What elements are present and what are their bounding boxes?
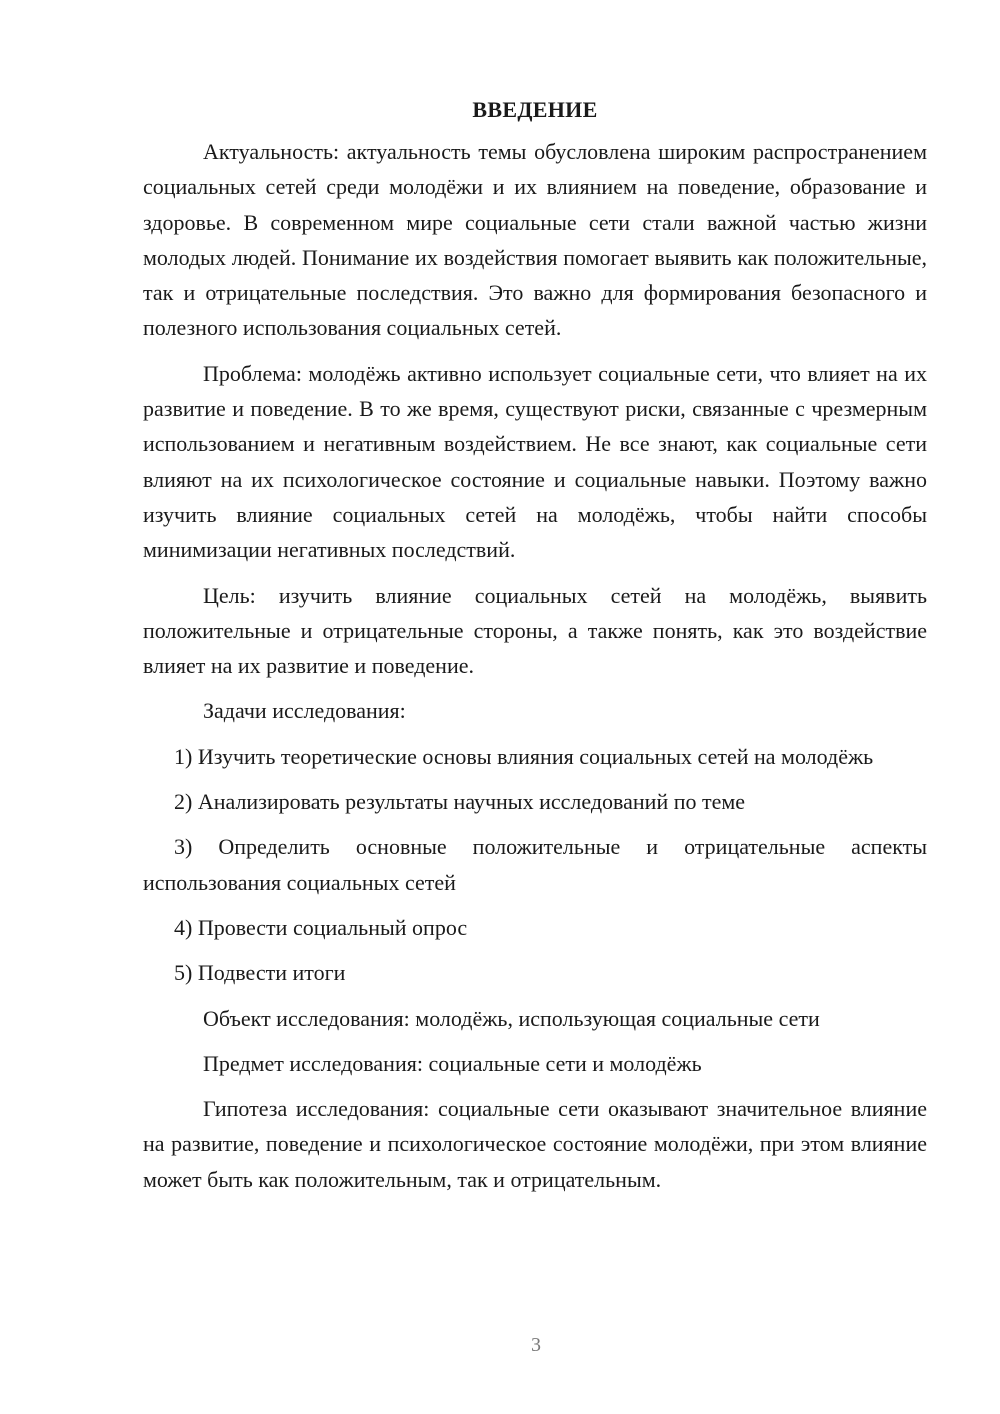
problem-paragraph: Проблема: молодёжь активно использует социальные сети, что влияет на их развитие и поведение. В то же время, существуют риски, связанные с чрезмерным использованием и негативным воздействием. Не все знают, как социальные сети влияют на их психологическое состояние и социальные навыки. Поэтому важно изучить влияние социальных сетей на молодёжь, чтобы найти способы минимизации негативных последствий. xyxy=(143,360,927,563)
task-item-2: 2) Анализировать результаты научных исследований по теме xyxy=(174,789,746,815)
hypothesis-paragraph: Гипотеза исследования: социальные сети оказывают значительное влияние на развитие, поведение и психологическое состояние молодёжи, при этом влияние может быть как положительным, так и отрицательным. xyxy=(143,1096,927,1192)
task-item-1: 1) Изучить теоретические основы влияния социальных сетей на молодёжь xyxy=(174,743,874,769)
page-title: ВВЕДЕНИЕ xyxy=(472,97,598,122)
task-item-5: 5) Подвести итоги xyxy=(174,960,346,986)
goal-paragraph: Цель: изучить влияние социальных сетей на молодёжь, выявить положительные и отрицательные стороны, а также понять, как это воздействие влияет на их развитие и поведение. xyxy=(143,582,927,679)
tasks-heading: Задачи исследования: xyxy=(203,698,406,724)
task-item-3: 3) Определить основные положительные и отрицательные аспекты использования социальных сетей xyxy=(143,834,927,895)
relevance-paragraph: Актуальность: актуальность темы обусловлена широким распространением социальных сетей среди молодёжи и их влиянием на поведение, образование и здоровье. В современном мире социальные сети стали важной частью жизни молодых людей. Понимание их воздействия помогает выявить как положительные, так и отрицательные последствия. Это важно для формирования безопасного и полезного использования социальных сетей. xyxy=(143,139,927,341)
task-item-4: 4) Провести социальный опрос xyxy=(174,914,468,940)
page-number: 3 xyxy=(531,1334,541,1356)
page-content xyxy=(143,92,927,1207)
object-paragraph: Объект исследования: молодёжь, использующая социальные сети xyxy=(203,1005,820,1031)
subject-paragraph: Предмет исследования: социальные сети и молодёжь xyxy=(203,1050,702,1076)
